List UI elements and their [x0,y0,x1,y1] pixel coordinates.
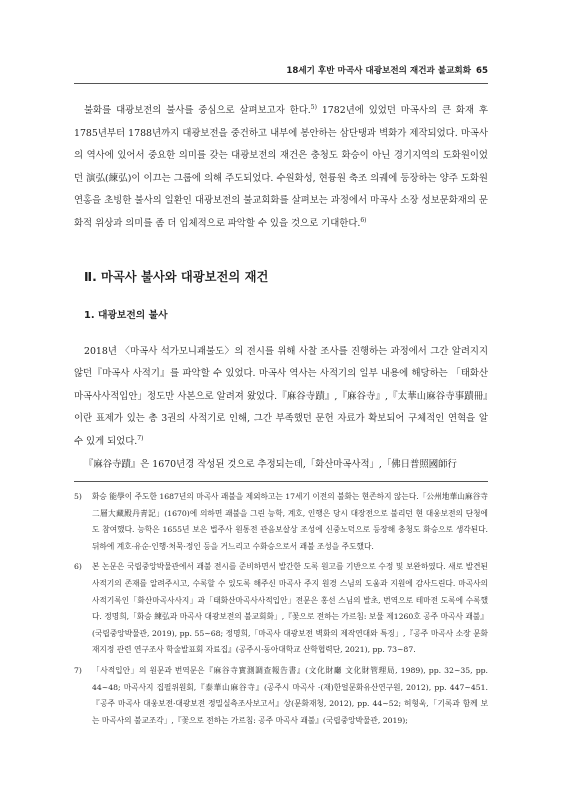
subsection-heading: 1. 대광보전의 불사 [84,309,168,321]
footnote-divider [74,481,488,482]
footnote-7 [74,663,488,729]
body-paragraph-2: 『麻谷寺蹟』은 1670년경 작성된 것으로 추정되는데,「화산마곡사적」,「佛日普照國師行 [84,458,457,470]
footnote-text: 본 논문은 국립중앙박물관에서 괘불 전시를 준비하면서 발간한 도록 원고를 기반으로 수정 및 보완하였다. 새로 발견된 사적기의 존재를 알려주시고, 수록할 수 있도록 해주신 마곡사 주지 원경 스님의 도움과 지원에 감사드린다. 마곡사의 사적기록인「화산마곡사사지」과「태화산마곡사사적입안」전문은 홍선 스님의 발초, 번역으로 테마전 도록에 수록했다. 정명희,「화승 練弘과 마곡사 대광보전의 불교회화」,『꽃으로 전하는 가르침: 보물 제1260호 공주 마곡사 괘불』(국립중앙박물관, 2019), pp. 55~68; 정명희,「마곡사 대광보전 벽화의 제작연대와 특징」,『공주 마곡사 소장 문화재지정 관련 연구조사 학술발표회 자료집』(공주시·동아대학교 산학협력단, 2021), pp. 73~87. [92,562,488,655]
section-heading: Ⅱ. 마곡사 불사와 대광보전의 재건 [84,269,269,284]
footnote-ref-5[interactable]: 5) [310,104,317,111]
intro-text-a: 불화를 대광보전의 불사를 중심으로 살펴보고자 한다. [84,105,311,116]
footnote-ref-7[interactable]: 7) [137,434,144,442]
footnote-text: 화승 能學이 주도한 1687년의 마곡사 괘불을 제외하고는 17세기 이전의 불화는 현존하지 않는다.「公州地華山麻谷寺二層大藏殿丹靑記」(1670)에 의하면 괘불을 그린 능학, 계호, 인행은 당시 대장전으로 불리던 현 대웅보전의 단청에도 참여했다. 능학은 1655년 보은 법주사 원통전 관음보살상 조성에 신중노덕으로 등장해 충청도 화승으로 생각된다. 뒤하에 계호·유순·인행·처묵·정인 등을 거느리고 수화승으로서 괘불 조성을 주도했다. [92,492,488,551]
footnote-ref-6[interactable]: 6) [360,216,367,224]
main-content [74,100,488,476]
body-paragraph-1 [74,341,488,454]
footnote-6 [74,559,488,659]
footnote-text: 「사적입안」의 원문과 번역문은『麻谷寺實測調查報告書』(文化財廳 文化財管理局, 1989), pp. 32~35, pp. 44~48; 마곡사지 집필위원회,『泰華山麻谷寺』(공주시 마곡사 ·(재)한얼문화유산연구원, 2012), pp. 447~451.『공주 마곡사 대웅보전·대광보전 정밀실측조사보고서』상(문화재청, 2012), pp. 44~52; 허형욱,「기록과 함께 보는 마곡사의 불교조각」,『꽃으로 전하는 가르침: 공주 마곡사 괘불』(국립중앙박물관, 2019); [92,665,488,725]
footnotes [74,489,488,733]
intro-paragraph [74,100,488,236]
body-text-a: 2018년 〈마곡사 석가모니괘불도〉의 전시를 위해 사찰 조사를 진행하는 과정에서 그간 알려지지 않던『마곡사 사적기』를 파악할 수 있었다. 마곡사 역사는 사적기의 일부 내용에 해당하는 「태화산마곡사사적입안」정도만 사본으로 알려져 왔었다.『麻谷寺蹟』,『麻谷寺』,『太華山麻谷寺事蹟冊』이란 표제가 있는 총 3권의 사적기로 인해, 그간 부족했던 문헌 자료가 확보되어 구체적인 연혁을 알 수 있게 되었다. [74,345,488,447]
footnote-5 [74,489,488,555]
intro-text-b: 1782년에 있었던 마곡사의 큰 화재 후 1785년부터 1788년까지 대광보전을 중건하고 내부에 봉안하는 삼단탱과 벽화가 제작되었다. 마곡사의 역사에 있어서 중요한 의미를 갖는 대광보전의 재건은 충청도 화승이 아닌 경기지역의 도화원이었던 演弘(練弘)이 이끄는 그룹에 의해 주도되었다. 수원화성, 현륭원 축조 의궤에 등장하는 양주 도화원 연홍을 초빙한 불사의 일환인 대광보전의 불교회화를 살펴보는 과정에서 마곡사 소장 성보문화재의 문화적 위상과 의미를 좀 더 입체적으로 파악할 수 있을 것으로 기대한다. [74,105,488,229]
running-header [74,64,488,84]
footnote-number: 5) [74,492,82,501]
running-title: 18세기 후반 마곡사 대광보전의 재건과 불교회화 [286,66,472,76]
footnote-number: 6) [74,562,82,572]
page-number: 65 [476,66,488,76]
footnote-number: 7) [74,665,82,675]
